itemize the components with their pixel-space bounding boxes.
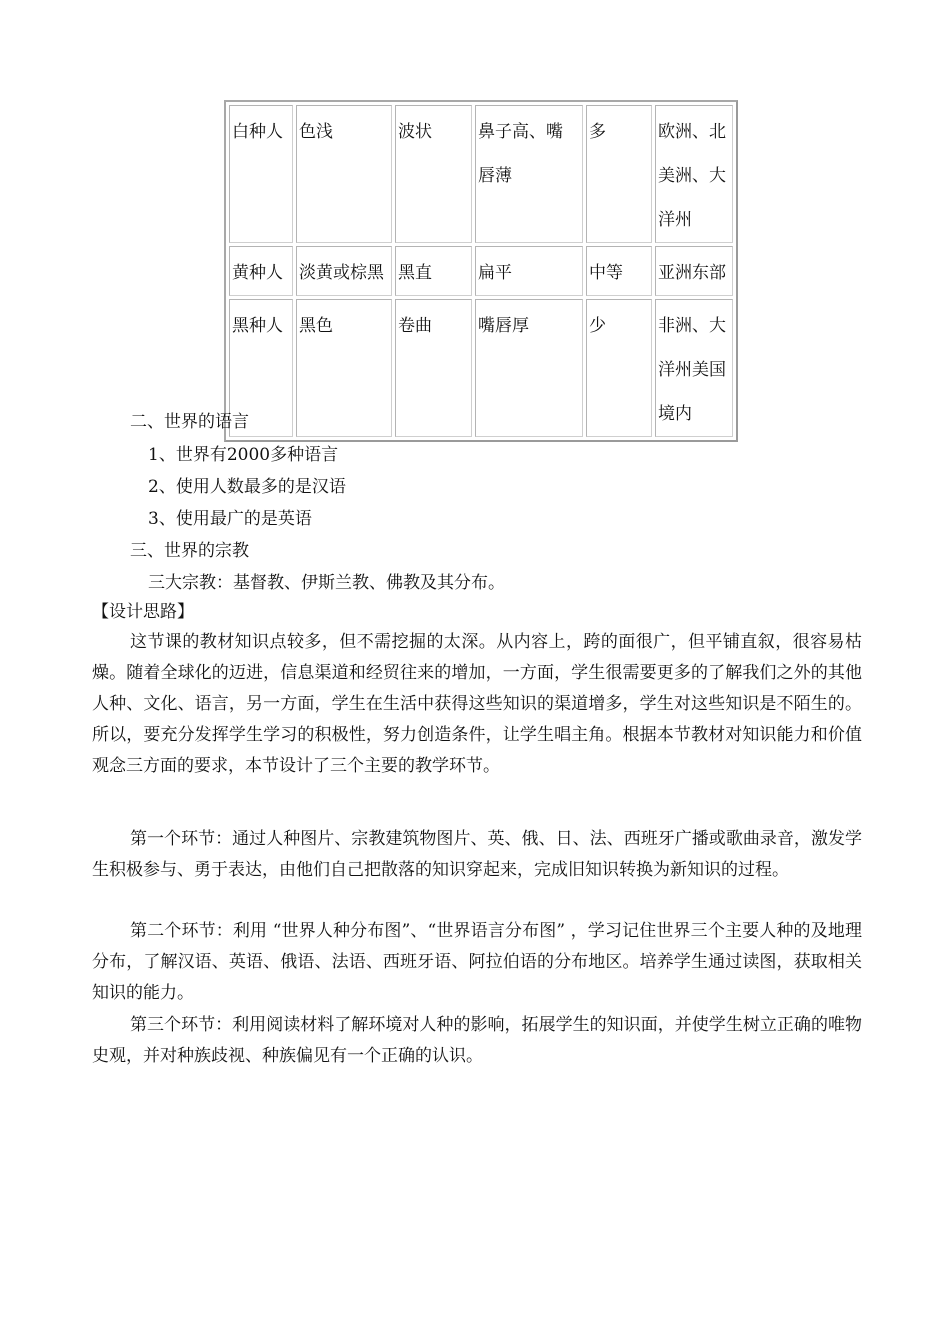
distribution-cell: 欧洲、北美洲、大洋州 xyxy=(655,105,733,243)
design-paragraph: 第一个环节：通过人种图片、宗教建筑物图片、英、俄、日、法、西班牙广播或歌曲录音，激发学生积极参与、勇于表达，由他们自己把散落的知识穿起来，完成旧知识转换为新知识的过程。 xyxy=(92,829,862,880)
hair-cell: 黑直 xyxy=(395,246,472,296)
section-heading-religion: 三、世界的宗教 xyxy=(130,541,249,561)
section-heading-language: 二、世界的语言 xyxy=(130,412,249,432)
body-hair-cell: 多 xyxy=(586,105,652,243)
distribution-cell: 亚洲东部 xyxy=(655,246,733,296)
design-paragraph: 这节课的教材知识点较多，但不需挖掘的太深。从内容上，跨的面很广，但平铺直叙，很容易枯燥。随着全球化的迈进，信息渠道和经贸往来的增加，一方面，学生很需要更多的了解我们之外的其他人种、文化、语言，另一方面，学生在生活中获得这些知识的渠道增多，学生对这些知识是不陌生的。所以，要充分发挥学生学习的积极性，努力创造条件，让学生唱主角。根据本节教材对知识能力和价值观念三方面的要求，本节设计了三个主要的教学环节。 xyxy=(92,632,862,776)
table-row xyxy=(229,105,733,243)
face-cell: 鼻子高、嘴唇薄 xyxy=(475,105,583,243)
race-cell: 白种人 xyxy=(229,105,293,243)
language-item: 2、使用人数最多的是汉语 xyxy=(148,477,346,497)
skin-color-cell: 淡黄或棕黑 xyxy=(296,246,392,296)
face-cell: 扁平 xyxy=(475,246,583,296)
race-cell: 黑种人 xyxy=(229,299,293,437)
table-row xyxy=(229,246,733,296)
hair-cell: 卷曲 xyxy=(395,299,472,437)
hair-cell: 波状 xyxy=(395,105,472,243)
race-cell: 黄种人 xyxy=(229,246,293,296)
design-paragraph: 第二个环节：利用 “世界人种分布图”、“世界语言分布图” ，学习记住世界三个主要人种的及地理分布，了解汉语、英语、俄语、法语、西班牙语、阿拉伯语的分布地区。培养学生通过读图，获取相关知识的能力。 xyxy=(92,921,862,1003)
religion-text: 三大宗教：基督教、伊斯兰教、佛教及其分布。 xyxy=(148,573,505,593)
skin-color-cell: 黑色 xyxy=(296,299,392,437)
design-heading: 【设计思路】 xyxy=(92,602,194,622)
language-item: 3、使用最广的是英语 xyxy=(148,509,312,529)
design-paragraph: 第三个环节：利用阅读材料了解环境对人种的影响，拓展学生的知识面，并使学生树立正确的唯物史观，并对种族歧视、种族偏见有一个正确的认识。 xyxy=(92,1015,862,1066)
skin-color-cell: 色浅 xyxy=(296,105,392,243)
body-hair-cell: 中等 xyxy=(586,246,652,296)
language-item: 1、世界有2000多种语言 xyxy=(148,445,339,465)
distribution-cell: 非洲、大洋州美国境内 xyxy=(655,299,733,437)
race-characteristics-table xyxy=(224,100,738,442)
body-hair-cell: 少 xyxy=(586,299,652,437)
face-cell: 嘴唇厚 xyxy=(475,299,583,437)
table-row xyxy=(229,299,733,437)
